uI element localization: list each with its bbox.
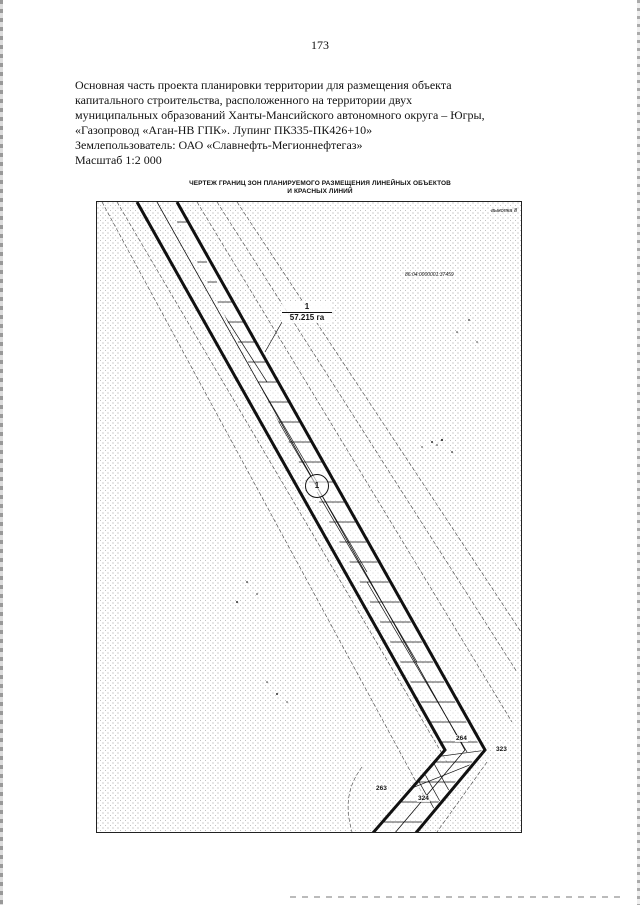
zone-marker-circle: 1 [305,474,329,498]
vertex-label: 324 [418,795,429,802]
vertex-label: 323 [496,746,507,753]
scan-bottom-marks [290,896,620,898]
drawing-title [120,180,520,196]
sheet-label: выкопка 8 [491,208,517,214]
header-line: Основная часть проекта планировки территории для размещения объекта [75,78,452,92]
page-number: 173 [311,38,329,52]
drawing-title-line: И КРАСНЫХ ЛИНИЙ [287,188,353,195]
scan-left-edge [0,0,3,905]
header-line: муниципальных образований Ханты-Мансийского автономного округа – Югры, [75,108,485,122]
land-user-line: Землепользователь: ОАО «Славнефть-Мегионнефтегаз» [75,138,363,152]
cadastral-number: 86:04:0000001:37459 [405,272,454,278]
vertex-label: 263 [376,785,387,792]
drawing-title-line: ЧЕРТЕЖ ГРАНИЦ ЗОН ПЛАНИРУЕМОГО РАЗМЕЩЕНИЯ ЛИНЕЙНЫХ ОБЪЕКТОВ [189,180,451,187]
header-line: «Газопровод «Аган-НВ ГПК». Лупинг ПК335-ПК426+10» [75,123,373,137]
scale-line: Масштаб 1:2 000 [75,153,162,167]
vertex-label: 264 [456,735,467,742]
zone-area-label [282,302,332,323]
map-drawing [96,201,522,833]
document-header [75,78,575,168]
header-line: капитального строительства, расположенного на территории двух [75,93,413,107]
zone-number: 1 [282,302,332,313]
zone-area: 57.215 га [289,313,325,322]
